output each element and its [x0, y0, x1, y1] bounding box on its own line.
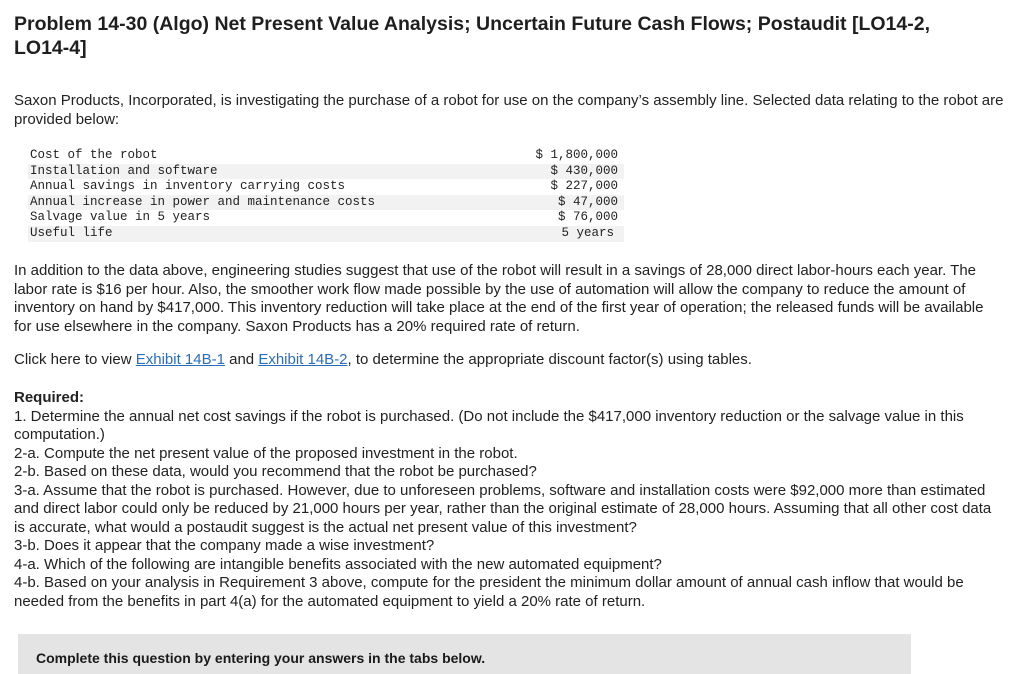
- table-row: [28, 164, 624, 180]
- table-row: [28, 195, 624, 211]
- problem-title-line1: Problem 14-30 (Algo) Net Present Value Analysis; Uncertain Future Cash Flows; Postaudit [LO14-2,: [14, 13, 930, 35]
- required-item: 2-b. Based on these data, would you recommend that the robot be purchased?: [14, 463, 537, 480]
- row-label: Useful life: [28, 226, 436, 242]
- row-label: Annual increase in power and maintenance costs: [28, 195, 436, 211]
- row-value: 5 years: [436, 226, 624, 242]
- exhibit-links-paragraph: [14, 351, 1004, 370]
- required-item: 4-b. Based on your analysis in Requirement 3 above, compute for the president the minimum dollar amount of annual cash inflow that would be needed from the benefits in part 4(a) for the automated equipment to yield a 20% rate of return.: [14, 574, 964, 610]
- row-label: Installation and software: [28, 164, 436, 180]
- intro-paragraph: Saxon Products, Incorporated, is investigating the purchase of a robot for use on the company’s assembly line. Selected data relating to the robot are provided below:: [14, 92, 1004, 128]
- click-middle: and: [224, 351, 259, 368]
- complete-question-text: Complete this question by entering your answers in the tabs below.: [36, 650, 486, 666]
- row-label: Salvage value in 5 years: [30, 210, 211, 225]
- row-value: $ 76,000: [557, 210, 618, 225]
- table-row: [28, 226, 624, 242]
- robot-data-table: [28, 148, 624, 242]
- required-item: 4-a. Which of the following are intangible benefits associated with the new automated equipment?: [14, 555, 662, 573]
- info-paragraph: In addition to the data above, engineering studies suggest that use of the robot will result in a savings of 28,000 direct labor-hours each year. The labor rate is $16 per hour. Also, the smoother work flow made possible by the use of automation will allow the company to reduce the amount of inventory on hand by $417,000. This inventory reduction will take place at the end of the first year of operation; the released funds will be available for use elsewhere in the company. Saxon Products has a 20% required rate of return.: [14, 262, 984, 335]
- exhibit-14b-2-link[interactable]: Exhibit 14B-2: [258, 351, 348, 368]
- required-item: 1. Determine the annual net cost savings if the robot is purchased. (Do not include the $417,000 inventory reduction or the salvage value in this computation.): [14, 407, 964, 443]
- table-row: [28, 179, 624, 195]
- row-value: $ 430,000: [436, 164, 624, 180]
- row-value: $ 1,800,000: [535, 148, 618, 162]
- required-section: [14, 389, 1004, 611]
- row-label: Cost of the robot: [30, 148, 158, 162]
- row-value: $ 227,000: [550, 179, 618, 194]
- required-item: 2-a. Compute the net present value of the proposed investment in the robot.: [14, 444, 518, 462]
- required-item: 3-a. Assume that the robot is purchased. However, due to unforeseen problems, software and installation costs were $92,000 more than estimated and direct labor could only be reduced by 21,000 hours per year, rather than the original estimate of 28,000 hours. Assuming that all other cost data is accurate, what would a postaudit suggest is the actual net present value of this investment?: [14, 481, 992, 536]
- problem-page: [14, 0, 1010, 610]
- click-suffix: , to determine the appropriate discount factor(s) using tables.: [347, 351, 752, 368]
- row-label: Annual savings in inventory carrying costs: [30, 179, 346, 194]
- required-heading: Required:: [14, 389, 85, 406]
- table-row: [28, 210, 624, 226]
- problem-title: [14, 12, 1010, 60]
- exhibit-14b-1-link[interactable]: Exhibit 14B-1: [135, 351, 225, 368]
- click-prefix: Click here to view: [14, 351, 136, 368]
- required-item: 3-b. Does it appear that the company made a wise investment?: [14, 537, 435, 554]
- row-value: $ 47,000: [436, 195, 624, 211]
- problem-title-line2: LO14-4]: [14, 37, 87, 59]
- complete-question-banner: [18, 634, 911, 674]
- table-row: [28, 148, 624, 164]
